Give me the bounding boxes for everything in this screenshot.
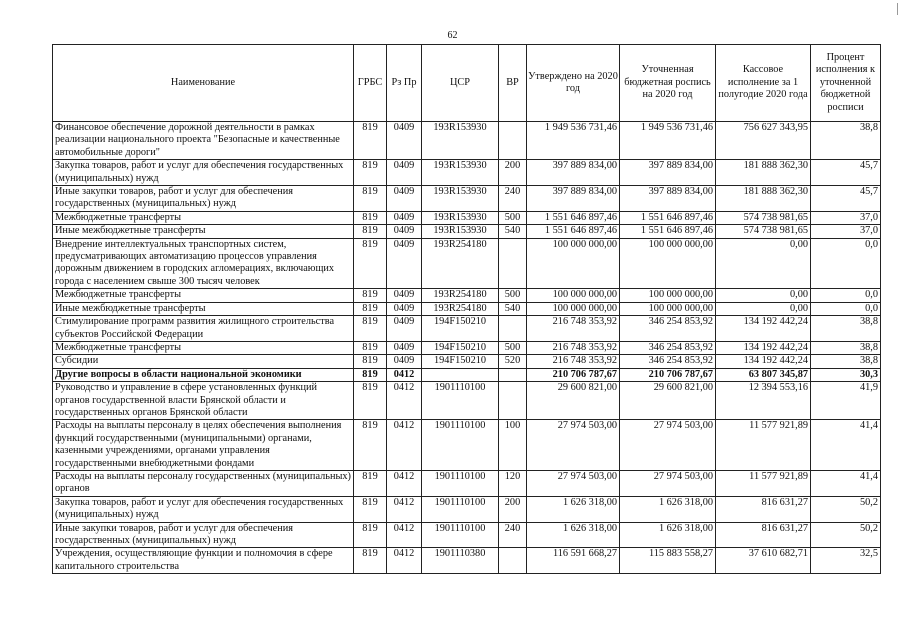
cell-vr: 200 bbox=[499, 160, 527, 186]
cell-cash: 0,00 bbox=[716, 289, 811, 302]
cell-name: Учреждения, осуществляющие функции и полномочия в сфере капитального строительства bbox=[53, 548, 354, 574]
cell-approved: 216 748 353,92 bbox=[527, 341, 620, 354]
cell-rzpr: 0412 bbox=[387, 382, 422, 420]
cell-name: Закупка товаров, работ и услуг для обеспечения государственных (муниципальных) нужд bbox=[53, 496, 354, 522]
budget-table bbox=[52, 44, 881, 574]
cell-grbs: 819 bbox=[354, 368, 387, 381]
cell-percent: 0,0 bbox=[811, 238, 881, 289]
cell-vr bbox=[499, 382, 527, 420]
cell-name: Межбюджетные трансферты bbox=[53, 289, 354, 302]
cell-approved: 216 748 353,92 bbox=[527, 316, 620, 342]
cell-percent: 38,8 bbox=[811, 316, 881, 342]
table-row bbox=[53, 316, 881, 342]
cell-percent: 50,2 bbox=[811, 496, 881, 522]
header-csr: ЦСР bbox=[422, 45, 499, 122]
cell-rzpr: 0412 bbox=[387, 522, 422, 548]
table-header-row bbox=[53, 45, 881, 122]
cell-rzpr: 0409 bbox=[387, 289, 422, 302]
cell-cash: 181 888 362,30 bbox=[716, 186, 811, 212]
cell-csr: 193R254180 bbox=[422, 238, 499, 289]
cell-cash: 11 577 921,89 bbox=[716, 470, 811, 496]
cell-cash: 134 192 442,24 bbox=[716, 355, 811, 368]
cell-grbs: 819 bbox=[354, 522, 387, 548]
cell-csr: 193R153930 bbox=[422, 160, 499, 186]
cell-name: Иные межбюджетные трансферты bbox=[53, 225, 354, 238]
cell-cash: 134 192 442,24 bbox=[716, 316, 811, 342]
cell-cash: 11 577 921,89 bbox=[716, 420, 811, 471]
header-vr: ВР bbox=[499, 45, 527, 122]
header-approved: Утверждено на 2020 год bbox=[527, 45, 620, 122]
header-name: Наименование bbox=[53, 45, 354, 122]
cell-percent: 38,8 bbox=[811, 122, 881, 160]
cell-approved: 100 000 000,00 bbox=[527, 238, 620, 289]
cell-csr: 193R254180 bbox=[422, 289, 499, 302]
cell-percent: 37,0 bbox=[811, 211, 881, 224]
cell-rzpr: 0409 bbox=[387, 211, 422, 224]
table-row bbox=[53, 211, 881, 224]
cell-rzpr: 0409 bbox=[387, 238, 422, 289]
table-row bbox=[53, 238, 881, 289]
cell-vr: 540 bbox=[499, 302, 527, 315]
cell-vr bbox=[499, 122, 527, 160]
cell-cash: 0,00 bbox=[716, 302, 811, 315]
cell-rzpr: 0409 bbox=[387, 186, 422, 212]
cell-csr: 1901110100 bbox=[422, 382, 499, 420]
cell-vr: 500 bbox=[499, 341, 527, 354]
cell-csr: 1901110100 bbox=[422, 522, 499, 548]
cell-csr: 194F150210 bbox=[422, 355, 499, 368]
cell-rzpr: 0412 bbox=[387, 470, 422, 496]
cell-approved: 1 551 646 897,46 bbox=[527, 211, 620, 224]
cell-refined: 27 974 503,00 bbox=[620, 470, 716, 496]
cell-percent: 45,7 bbox=[811, 160, 881, 186]
cell-percent: 0,0 bbox=[811, 302, 881, 315]
table-row bbox=[53, 355, 881, 368]
cell-approved: 100 000 000,00 bbox=[527, 289, 620, 302]
cell-vr: 520 bbox=[499, 355, 527, 368]
cell-csr: 1901110100 bbox=[422, 470, 499, 496]
cell-percent: 38,8 bbox=[811, 341, 881, 354]
cell-vr: 500 bbox=[499, 289, 527, 302]
cell-cash: 12 394 553,16 bbox=[716, 382, 811, 420]
cell-percent: 50,2 bbox=[811, 522, 881, 548]
table-row bbox=[53, 302, 881, 315]
cell-cash: 181 888 362,30 bbox=[716, 160, 811, 186]
cell-refined: 100 000 000,00 bbox=[620, 302, 716, 315]
cell-approved: 1 551 646 897,46 bbox=[527, 225, 620, 238]
cell-vr bbox=[499, 238, 527, 289]
cell-grbs: 819 bbox=[354, 470, 387, 496]
cell-vr: 100 bbox=[499, 420, 527, 471]
cell-csr: 194F150210 bbox=[422, 341, 499, 354]
cell-rzpr: 0412 bbox=[387, 496, 422, 522]
cell-vr: 240 bbox=[499, 186, 527, 212]
cell-approved: 27 974 503,00 bbox=[527, 470, 620, 496]
cell-name: Руководство и управление в сфере установленных функций органов государственной власти Брянской области и государственных органов Брянской области bbox=[53, 382, 354, 420]
cell-rzpr: 0409 bbox=[387, 341, 422, 354]
cell-percent: 32,5 bbox=[811, 548, 881, 574]
table-row bbox=[53, 420, 881, 471]
cell-cash: 816 631,27 bbox=[716, 522, 811, 548]
cell-grbs: 819 bbox=[354, 302, 387, 315]
cell-refined: 1 626 318,00 bbox=[620, 496, 716, 522]
cell-grbs: 819 bbox=[354, 160, 387, 186]
cell-name: Расходы на выплаты персоналу в целях обеспечения выполнения функций государственными (муниципальными) органами, казенными учреждениями, органами управления государственными внебюджетными фондами bbox=[53, 420, 354, 471]
cell-approved: 27 974 503,00 bbox=[527, 420, 620, 471]
cell-cash: 63 807 345,87 bbox=[716, 368, 811, 381]
cell-grbs: 819 bbox=[354, 316, 387, 342]
table-row bbox=[53, 186, 881, 212]
cell-refined: 1 551 646 897,46 bbox=[620, 211, 716, 224]
cell-rzpr: 0412 bbox=[387, 548, 422, 574]
table-row bbox=[53, 548, 881, 574]
cell-grbs: 819 bbox=[354, 211, 387, 224]
table-row bbox=[53, 368, 881, 381]
cell-approved: 210 706 787,67 bbox=[527, 368, 620, 381]
page-number: 62 bbox=[447, 30, 458, 41]
cell-name: Межбюджетные трансферты bbox=[53, 211, 354, 224]
cell-vr: 240 bbox=[499, 522, 527, 548]
cell-refined: 346 254 853,92 bbox=[620, 341, 716, 354]
cell-grbs: 819 bbox=[354, 225, 387, 238]
cell-name: Расходы на выплаты персоналу государственных (муниципальных) органов bbox=[53, 470, 354, 496]
cell-cash: 0,00 bbox=[716, 238, 811, 289]
cell-name: Финансовое обеспечение дорожной деятельности в рамках реализации национального проекта "Безопасные и качественные автомобильные дороги" bbox=[53, 122, 354, 160]
cell-approved: 1 626 318,00 bbox=[527, 522, 620, 548]
cell-approved: 1 949 536 731,46 bbox=[527, 122, 620, 160]
cell-name: Субсидии bbox=[53, 355, 354, 368]
cell-vr bbox=[499, 548, 527, 574]
cell-refined: 1 949 536 731,46 bbox=[620, 122, 716, 160]
cell-approved: 100 000 000,00 bbox=[527, 302, 620, 315]
cell-percent: 41,4 bbox=[811, 420, 881, 471]
cell-grbs: 819 bbox=[354, 289, 387, 302]
cell-refined: 397 889 834,00 bbox=[620, 160, 716, 186]
cell-grbs: 819 bbox=[354, 382, 387, 420]
cell-cash: 574 738 981,65 bbox=[716, 225, 811, 238]
table-row bbox=[53, 160, 881, 186]
cell-vr bbox=[499, 316, 527, 342]
cell-refined: 115 883 558,27 bbox=[620, 548, 716, 574]
header-rzpr: Рз Пр bbox=[387, 45, 422, 122]
table-row bbox=[53, 341, 881, 354]
cell-percent: 45,7 bbox=[811, 186, 881, 212]
cell-grbs: 819 bbox=[354, 122, 387, 160]
cell-rzpr: 0409 bbox=[387, 160, 422, 186]
cell-percent: 30,3 bbox=[811, 368, 881, 381]
cell-percent: 0,0 bbox=[811, 289, 881, 302]
cell-vr: 120 bbox=[499, 470, 527, 496]
cell-grbs: 819 bbox=[354, 355, 387, 368]
cell-grbs: 819 bbox=[354, 496, 387, 522]
cell-csr: 1901110100 bbox=[422, 420, 499, 471]
cell-csr: 194F150210 bbox=[422, 316, 499, 342]
page-edge-mark bbox=[897, 3, 898, 15]
cell-name: Иные межбюджетные трансферты bbox=[53, 302, 354, 315]
cell-csr: 193R254180 bbox=[422, 302, 499, 315]
cell-vr: 500 bbox=[499, 211, 527, 224]
header-cash: Кассовое исполнение за 1 полугодие 2020 года bbox=[716, 45, 811, 122]
table-row bbox=[53, 289, 881, 302]
cell-csr: 193R153930 bbox=[422, 186, 499, 212]
cell-refined: 1 626 318,00 bbox=[620, 522, 716, 548]
cell-grbs: 819 bbox=[354, 186, 387, 212]
cell-refined: 100 000 000,00 bbox=[620, 289, 716, 302]
cell-grbs: 819 bbox=[354, 238, 387, 289]
cell-refined: 346 254 853,92 bbox=[620, 355, 716, 368]
cell-rzpr: 0412 bbox=[387, 420, 422, 471]
cell-refined: 210 706 787,67 bbox=[620, 368, 716, 381]
cell-refined: 100 000 000,00 bbox=[620, 238, 716, 289]
cell-csr: 1901110380 bbox=[422, 548, 499, 574]
cell-cash: 756 627 343,95 bbox=[716, 122, 811, 160]
header-refined: Уточненная бюджетная роспись на 2020 год bbox=[620, 45, 716, 122]
cell-percent: 38,8 bbox=[811, 355, 881, 368]
cell-percent: 41,9 bbox=[811, 382, 881, 420]
table-row bbox=[53, 522, 881, 548]
table-row bbox=[53, 470, 881, 496]
cell-percent: 37,0 bbox=[811, 225, 881, 238]
cell-rzpr: 0412 bbox=[387, 368, 422, 381]
cell-name: Другие вопросы в области национальной экономики bbox=[53, 368, 354, 381]
cell-refined: 397 889 834,00 bbox=[620, 186, 716, 212]
table-row bbox=[53, 122, 881, 160]
cell-approved: 397 889 834,00 bbox=[527, 160, 620, 186]
cell-approved: 216 748 353,92 bbox=[527, 355, 620, 368]
cell-cash: 574 738 981,65 bbox=[716, 211, 811, 224]
cell-vr: 200 bbox=[499, 496, 527, 522]
cell-csr: 193R153930 bbox=[422, 122, 499, 160]
cell-name: Закупка товаров, работ и услуг для обеспечения государственных (муниципальных) нужд bbox=[53, 160, 354, 186]
cell-percent: 41,4 bbox=[811, 470, 881, 496]
header-grbs: ГРБС bbox=[354, 45, 387, 122]
cell-cash: 134 192 442,24 bbox=[716, 341, 811, 354]
cell-rzpr: 0409 bbox=[387, 302, 422, 315]
header-percent: Процент исполнения к уточненной бюджетной росписи bbox=[811, 45, 881, 122]
cell-refined: 27 974 503,00 bbox=[620, 420, 716, 471]
cell-approved: 397 889 834,00 bbox=[527, 186, 620, 212]
cell-name: Иные закупки товаров, работ и услуг для обеспечения государственных (муниципальных) нужд bbox=[53, 186, 354, 212]
table-row bbox=[53, 496, 881, 522]
cell-csr: 193R153930 bbox=[422, 225, 499, 238]
cell-name: Внедрение интеллектуальных транспортных систем, предусматривающих автоматизацию процессов управления дорожным движением в городских агломерациях, включающих города с населением свыше 300 тысяч человек bbox=[53, 238, 354, 289]
cell-rzpr: 0409 bbox=[387, 316, 422, 342]
cell-approved: 116 591 668,27 bbox=[527, 548, 620, 574]
cell-refined: 346 254 853,92 bbox=[620, 316, 716, 342]
cell-csr: 1901110100 bbox=[422, 496, 499, 522]
cell-refined: 1 551 646 897,46 bbox=[620, 225, 716, 238]
cell-rzpr: 0409 bbox=[387, 225, 422, 238]
cell-cash: 37 610 682,71 bbox=[716, 548, 811, 574]
cell-approved: 1 626 318,00 bbox=[527, 496, 620, 522]
cell-name: Иные закупки товаров, работ и услуг для обеспечения государственных (муниципальных) нужд bbox=[53, 522, 354, 548]
cell-vr: 540 bbox=[499, 225, 527, 238]
cell-csr bbox=[422, 368, 499, 381]
cell-cash: 816 631,27 bbox=[716, 496, 811, 522]
cell-name: Стимулирование программ развития жилищного строительства субъектов Российской Федерации bbox=[53, 316, 354, 342]
cell-csr: 193R153930 bbox=[422, 211, 499, 224]
table-body bbox=[53, 122, 881, 574]
cell-vr bbox=[499, 368, 527, 381]
table-row bbox=[53, 382, 881, 420]
cell-grbs: 819 bbox=[354, 548, 387, 574]
cell-grbs: 819 bbox=[354, 420, 387, 471]
table-row bbox=[53, 225, 881, 238]
cell-rzpr: 0409 bbox=[387, 122, 422, 160]
cell-refined: 29 600 821,00 bbox=[620, 382, 716, 420]
cell-name: Межбюджетные трансферты bbox=[53, 341, 354, 354]
cell-rzpr: 0409 bbox=[387, 355, 422, 368]
cell-grbs: 819 bbox=[354, 341, 387, 354]
cell-approved: 29 600 821,00 bbox=[527, 382, 620, 420]
